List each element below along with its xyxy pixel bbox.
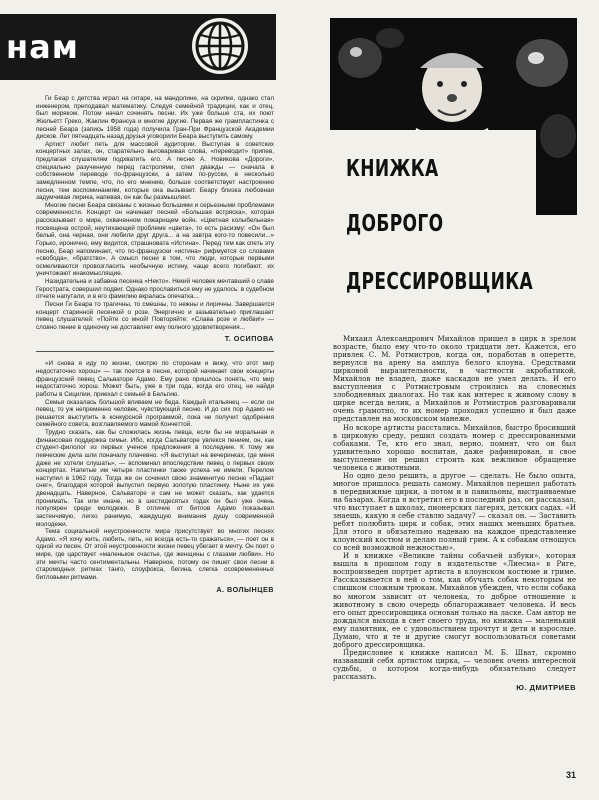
article-paragraph: Тема социальной неустроенности мира присутствует во многих песнях Адамо. «Я хочу жить, любить, петь, но всегда есть-то сражаться», — поет он в одной из песен. От этой неустроенности жизни певец убегает в мечту. Он поет о мире, где царствует «маленькое счастье, где женщины с глазами любви». Но эти мечты часто сентиментальны. Наверное, потому он пишет свои песни в старомодных ритмах танго, слоуфокса, бегина, слегка осовремененных битловыми ритмами. — [36, 528, 274, 581]
section-header-band — [0, 14, 276, 80]
article-title-line: ДОБРОГО — [346, 211, 444, 237]
left-article-column — [36, 95, 274, 595]
article-divider — [36, 351, 274, 352]
article-paragraph: Трудно сказать, как бы сложилась жизнь певца, если бы не моральная и финансовая поддержка семьи. Ибо, когда Сальваторе увлекся пением, он, как студент-филолог из первых ученое предложения в последние. К тому же певческие дела шли поначалу плачевно. «Я выступал на вечеринках, где меня даже не хотели слушать», — вспоминал впоследствии певец о первых своих концертах. Напетые им четыре пластинки также успеха не имели. Перелом наступил в 1962 году. Тогда же он сочинил свою знаменитую песню «Падает снег», благодаря которой выпустил первую золотую пластинку. Ныне их уже двенадцать. Наверное, Сальваторе и сам не может сказать, как удается пронимать. Так или иначе, но в шестидесятых годах он был уже очень популярен среди молодежи. В отличие от битлов Адамо показывал застенчивую, легко ранимую, жаждущую внимания душу современной молодежи. — [36, 429, 274, 528]
article-title-block — [330, 130, 536, 324]
article-paragraph: Но одно дело решить, а другое — сделать. Не было опыта, многое пришлось решать самому. Михайлов перешел работать в передвижные цирки, а потом и в павильоны, выстраиваемые на базарах. Когда я встретил его в последний раз, он рассказал, что выступает в школах, пионерских лагерях, детских садах. «И знаешь, какую я себе ставлю задачу? — сказал он. — Заставить ребят полюбить цирк и собак, этих наших меньших братьев. Для этого я обязательно надеваю на каждое представление клоунский костюм и делаю полный грим. А к собакам отношусь со всей возможной нежностью». — [333, 470, 576, 553]
right-article-column — [333, 335, 576, 692]
article-title-line: ДРЕССИРОВЩИКА — [346, 269, 534, 295]
author-signature: А. ВОЛЫНЦЕВ — [216, 584, 274, 594]
article-paragraph: Но вскоре артисты расстались. Михайлов, быстро бросивший в цирковую среду, решил создать номер с дрессированными собаками. Те, кто его знал, верно, помнят, что он был удивительно хорошо воспитан, даже рафинирован, и свое выступление он решил строить как вежливое обращение человека с животными. — [333, 422, 576, 472]
article-paragraph: «И снова я иду по жизни, смотрю по сторонам и вижу, что этот мир недостаточно хорош» — так поется в песне, которой начинает свои концерты французский певец Сальваторе Адамо. Ему рано пришлось понять, что мир недостаточно хорош. Может быть, уже в три года, когда его отец, не найдя работы в Сицилии, приехал с семьей в Бельгию. — [36, 360, 274, 398]
page-number: 31 — [566, 770, 577, 780]
article-paragraph: Песни Ги Беара то трагичны, то смешны, то нежны и лиричны. Завершается концерт старинной песенкой о розе. Энергично и зазывательно приглашает певец слушателей: «Пойте со мной! Повторяйте: «Слава розе и любви!» — словно пение в одиночку не доставляет ему полного удовлетворения... — [36, 300, 274, 331]
article-paragraph: Предисловие к книжке написал М. Б. Шват, скромно назвавший себя артистом цирка, — человек очень интересной судьбы, о котором когда-нибудь обязательно следует рассказать. — [333, 647, 576, 681]
article-paragraph: Ги Беар с детства играл на гитаре, на мандолине, на скрипке, однако стал инженером, преподавал математику. Следуя семейной традиции, как и отец, был моряком. Потом начал сочинять песни. Их уже больше ста, их поют Жюльетт Греко, Жаклин Франсуа и многие другие. Первая же грампластинка с песней Беара (запись 1958 года) получила Гран-При Французской Академии дисков. Лет пятнадцать назад друзья уговорили Беара выступить самому. — [36, 95, 274, 141]
article-title-line: КНИЖКА — [346, 156, 439, 182]
article-paragraph: Артист любит петь для массовой аудитории. Выступая в советских концертных залах, он, старательно выговаривая слова, «переводит» припев, предлагая слушателям подхватить его. А песню А. Новикова «Дороги», специально разученную перед гастролями, спел дважды — сначала в собственном переводе по-французски, а затем по-русски, в несколько замедленном темпе, что, по его мнению, больше соответствует настроению песни, тем воспоминаниям, которые она вызывает. Беару близка любовная задумчивая лирика, напевая, он как бы размышляет. — [36, 140, 274, 202]
article-paragraph: Многие песни Беара связаны с жизнью большими и серьезными проблемами современности. Концерт он начинает песней «Большая встряска», которая рассказывает о мире, охваченном пожарищем войн. «Цветная колыбельная» посвящена острой, неутихающей проблеме «цвета», то есть расизму: «Он был белый, она черная, они любили друг друга... а на завтра кого-то повесили...» Горько, иронично, ему видится, страшновата «Истина». Перед тем как спеть эту песню, Беар напоминает, что по-французски «истина» рифмуется со словами «свобода», «братство». А смысл песни в том, что люди, которые первыми осмеливаются провозгласить необычную истину, чаще всего погибают: их уничтожают инакомыслящие. — [36, 201, 274, 278]
article-paragraph: Назидательна и забавна песенка «Некто». Некий человек мечтавший о славе Герострата, совершил подвиг. Однако прославиться ему не удалось: в судебном отчете напутали, и в его фамилию вкралась опечатка... — [36, 278, 274, 301]
article-paragraph: Семья оказалась большой вливаем не беда. Каждый итальянец — если он певец, то уж непременно человек, чувствующий песню. И до сих пор Адамо не решается выступить в конкурсной программой, пока не получит одобрения семейного совета, возглавляемого мамой Кончеттой. — [36, 398, 274, 429]
globe-icon — [192, 18, 248, 74]
author-signature: Т. ОСИПОВА — [224, 334, 274, 344]
article-paragraph: Михаил Александрович Михайлов пришел в цирк в зрелом возрасте, было ему что-то около тридцати лет. Кажется, его привлек С. М. Ротмистров, когда он, поработав в оперетте, вернулся на арену на амплуа белого клоуна. Средствами цирковой выразительности, в частности акробатикой, Михайлов не владел, даже каскадов не умел делать. И его выступления с Ротмистровым строились на словесных злободневных диалогах. Но так как интерес к живому слову в цирке всегда велик, а Михайлов и Ротмистров разговаривали очень грамотно, то их номер проходил успешно и был даже представлен на московском манеже. — [333, 334, 576, 424]
section-header-text: нам — [6, 28, 79, 66]
article-paragraph: И в книжке «Великие тайны собачьей азбуки», которая вышла в прошлом году в издательстве «Лиесма» в Риге, воспроизведен портрет артиста в клоунском костюме и гриме. Рассказывается в ней о том, как обучать собак некоторым не слишком сложным трюкам. Михайлов убежден, что если собака во многом зависит от человека, то доброе отношение к животному в свою очередь облагораживает человека. И весь его опыт дрессировщика основан только на ласке. Сам автор не дождался выхода в свет своего труда, но книжка — маленький ему памятник, ее с удовольствием прочтут и дети и взрослые. Думаю, что и те и другие смогут воспользоваться советами доброго дрессировщика. — [333, 551, 576, 649]
author-signature: Ю. ДМИТРИЕВ — [516, 683, 576, 693]
